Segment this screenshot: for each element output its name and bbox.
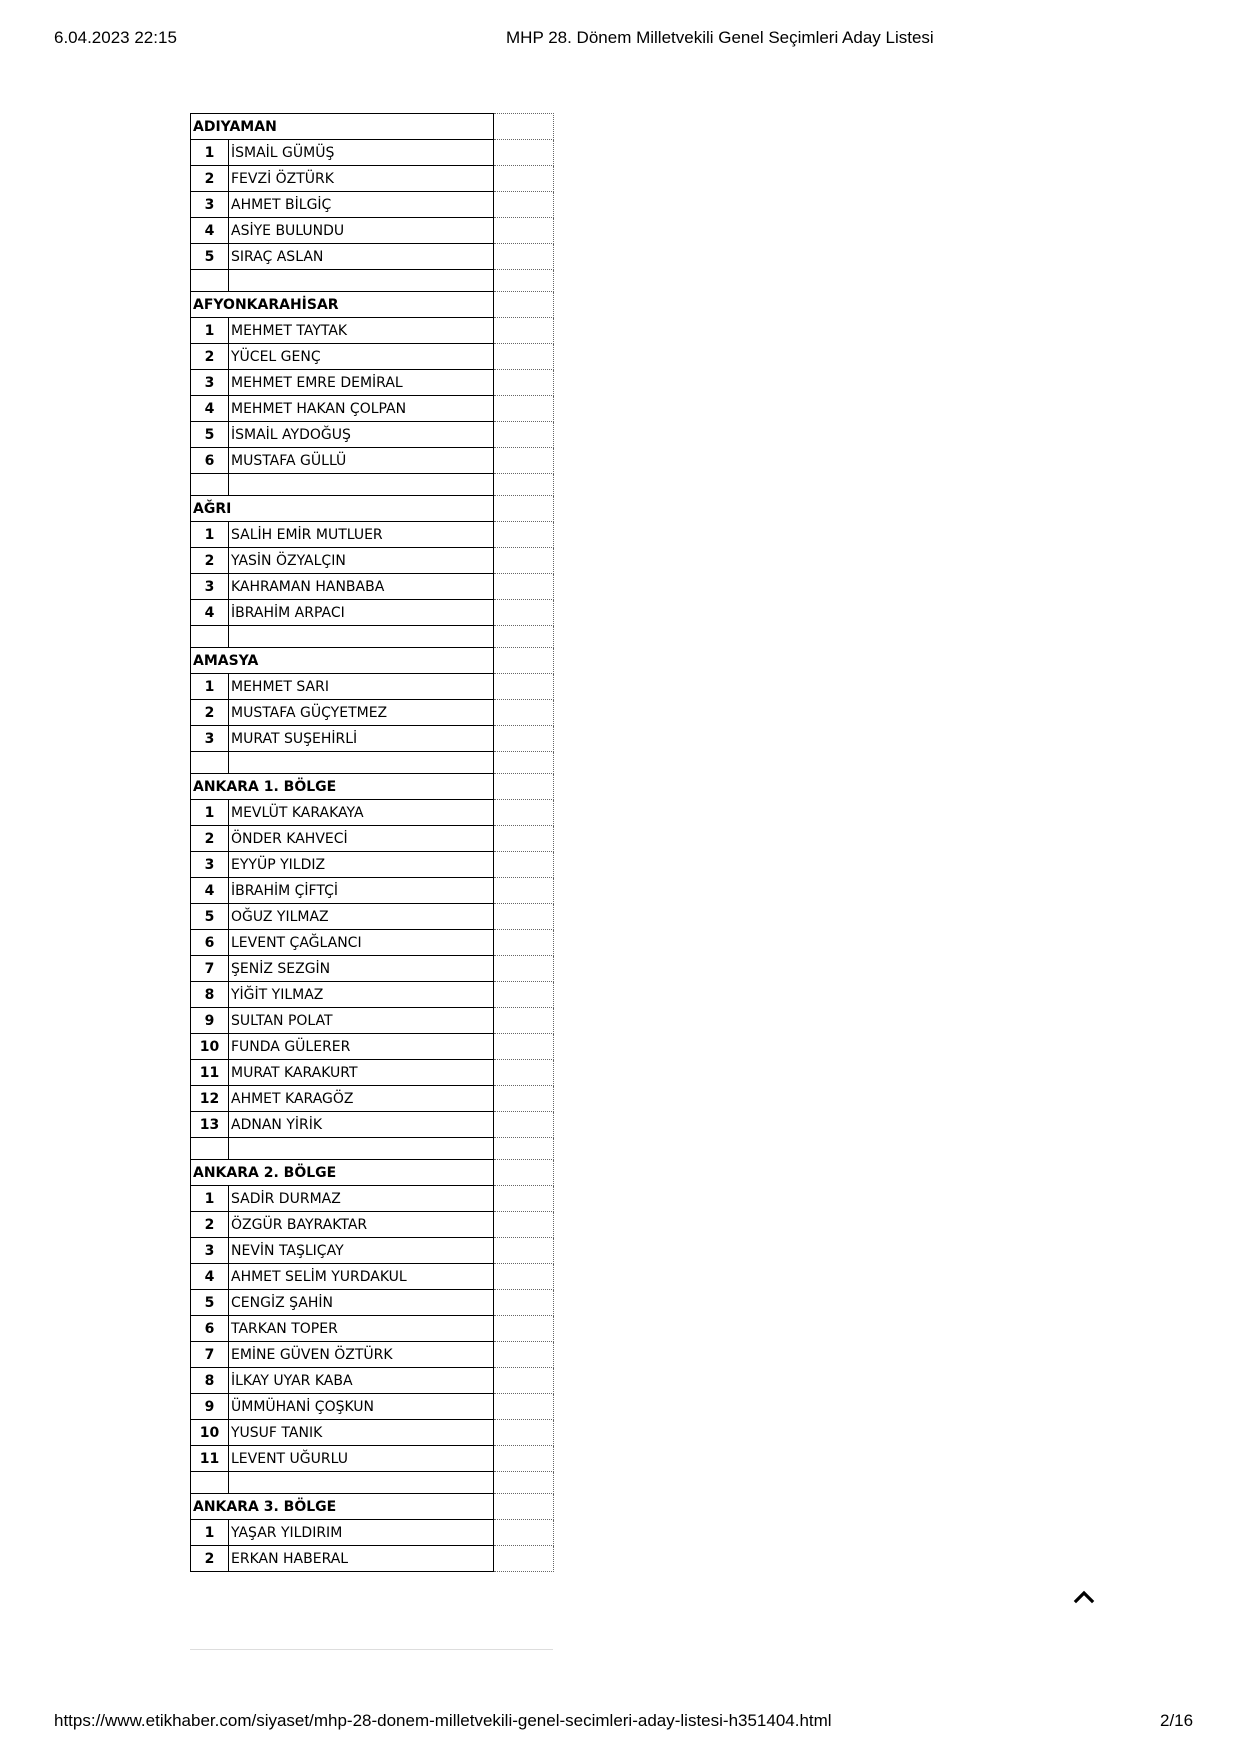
candidate-row: [191, 448, 554, 474]
page-number: 2/16: [1160, 1711, 1194, 1730]
empty-cell: [494, 344, 554, 370]
candidate-row: [191, 522, 554, 548]
candidate-name: YÜCEL GENÇ: [229, 344, 494, 370]
candidate-name: EMİNE GÜVEN ÖZTÜRK: [229, 1342, 494, 1368]
candidate-row: [191, 956, 554, 982]
empty-cell: [494, 1086, 554, 1112]
candidate-name: AHMET BİLGİÇ: [229, 192, 494, 218]
candidate-number: 2: [191, 1212, 229, 1238]
candidate-name: FUNDA GÜLERER: [229, 1034, 494, 1060]
candidate-name: ÜMMÜHANİ ÇOŞKUN: [229, 1394, 494, 1420]
candidate-row: [191, 1008, 554, 1034]
chevron-up-icon: [1072, 1585, 1096, 1609]
candidate-number: 3: [191, 370, 229, 396]
candidate-name: SULTAN POLAT: [229, 1008, 494, 1034]
candidate-number: 7: [191, 1342, 229, 1368]
candidate-name: İBRAHİM ARPACI: [229, 600, 494, 626]
candidate-row: [191, 1316, 554, 1342]
candidate-name: MEHMET EMRE DEMİRAL: [229, 370, 494, 396]
empty-cell: [191, 626, 229, 648]
candidate-number: 10: [191, 1420, 229, 1446]
empty-cell: [494, 1472, 554, 1494]
candidate-name: MURAT SUŞEHİRLİ: [229, 726, 494, 752]
province-name: ADIYAMAN: [191, 114, 494, 140]
candidate-number: 1: [191, 1520, 229, 1546]
candidate-row: [191, 1368, 554, 1394]
province-name: ANKARA 3. BÖLGE: [191, 1494, 494, 1520]
candidate-number: 6: [191, 930, 229, 956]
candidate-row: [191, 1264, 554, 1290]
candidate-name: YAŞAR YILDIRIM: [229, 1520, 494, 1546]
candidate-name: CENGİZ ŞAHİN: [229, 1290, 494, 1316]
candidate-row: [191, 1086, 554, 1112]
candidate-number: 12: [191, 1086, 229, 1112]
candidate-number: 2: [191, 344, 229, 370]
empty-cell: [494, 1060, 554, 1086]
empty-cell: [494, 448, 554, 474]
candidate-name: SALİH EMİR MUTLUER: [229, 522, 494, 548]
province-name: AFYONKARAHİSAR: [191, 292, 494, 318]
candidate-row: [191, 600, 554, 626]
empty-cell: [494, 1316, 554, 1342]
empty-cell: [494, 1446, 554, 1472]
empty-cell: [191, 270, 229, 292]
candidate-row: [191, 1238, 554, 1264]
empty-cell: [494, 1520, 554, 1546]
candidate-number: 3: [191, 726, 229, 752]
candidate-row: [191, 140, 554, 166]
province-name: AĞRI: [191, 496, 494, 522]
candidate-number: 3: [191, 852, 229, 878]
empty-cell: [494, 396, 554, 422]
empty-cell: [494, 600, 554, 626]
candidate-name: YASİN ÖZYALÇIN: [229, 548, 494, 574]
candidate-name: İBRAHİM ÇİFTÇİ: [229, 878, 494, 904]
candidate-number: 13: [191, 1112, 229, 1138]
candidate-number: 1: [191, 318, 229, 344]
candidate-number: 2: [191, 548, 229, 574]
empty-cell: [191, 1472, 229, 1494]
candidate-number: 1: [191, 522, 229, 548]
empty-cell: [229, 270, 494, 292]
candidate-row: [191, 370, 554, 396]
candidate-name: ÖNDER KAHVECİ: [229, 826, 494, 852]
candidate-row: [191, 548, 554, 574]
empty-cell: [494, 1212, 554, 1238]
candidate-number: 4: [191, 396, 229, 422]
candidate-name: YİĞİT YILMAZ: [229, 982, 494, 1008]
candidate-number: 10: [191, 1034, 229, 1060]
candidate-number: 1: [191, 140, 229, 166]
candidate-name: NEVİN TAŞLIÇAY: [229, 1238, 494, 1264]
empty-cell: [494, 370, 554, 396]
empty-cell: [229, 1472, 494, 1494]
candidate-number: 4: [191, 878, 229, 904]
empty-cell: [494, 114, 554, 140]
candidate-name: LEVENT UĞURLU: [229, 1446, 494, 1472]
candidate-name: ŞENİZ SEZGİN: [229, 956, 494, 982]
empty-cell: [494, 674, 554, 700]
spacer-row: [191, 626, 554, 648]
empty-cell: [191, 474, 229, 496]
candidate-name: ERKAN HABERAL: [229, 1546, 494, 1572]
candidate-table: [190, 113, 554, 1572]
empty-cell: [494, 1546, 554, 1572]
candidate-name: MUSTAFA GÜLLÜ: [229, 448, 494, 474]
candidate-name: MEVLÜT KARAKAYA: [229, 800, 494, 826]
candidate-name: ADNAN YİRİK: [229, 1112, 494, 1138]
empty-cell: [191, 1138, 229, 1160]
province-row: [191, 292, 554, 318]
empty-cell: [494, 270, 554, 292]
empty-cell: [494, 496, 554, 522]
candidate-number: 1: [191, 800, 229, 826]
candidate-row: [191, 826, 554, 852]
candidate-name: AHMET SELİM YURDAKUL: [229, 1264, 494, 1290]
empty-cell: [494, 1238, 554, 1264]
candidate-row: [191, 422, 554, 448]
candidate-row: [191, 218, 554, 244]
empty-cell: [494, 774, 554, 800]
candidate-number: 1: [191, 674, 229, 700]
candidate-number: 8: [191, 1368, 229, 1394]
candidate-name: AHMET KARAGÖZ: [229, 1086, 494, 1112]
candidate-number: 9: [191, 1008, 229, 1034]
candidate-number: 5: [191, 904, 229, 930]
candidate-number: 4: [191, 218, 229, 244]
empty-cell: [229, 474, 494, 496]
candidate-row: [191, 166, 554, 192]
candidate-number: 3: [191, 574, 229, 600]
empty-cell: [494, 1186, 554, 1212]
print-date: 6.04.2023 22:15: [54, 28, 177, 47]
spacer-row: [191, 1472, 554, 1494]
candidate-number: 9: [191, 1394, 229, 1420]
empty-cell: [494, 752, 554, 774]
candidate-number: 8: [191, 982, 229, 1008]
candidate-row: [191, 344, 554, 370]
candidate-row: [191, 700, 554, 726]
empty-cell: [494, 474, 554, 496]
candidate-number: 4: [191, 600, 229, 626]
empty-cell: [494, 1494, 554, 1520]
candidate-number: 3: [191, 192, 229, 218]
candidate-number: 11: [191, 1060, 229, 1086]
candidate-row: [191, 1394, 554, 1420]
province-row: [191, 774, 554, 800]
candidate-name: LEVENT ÇAĞLANCI: [229, 930, 494, 956]
empty-cell: [494, 192, 554, 218]
empty-cell: [229, 626, 494, 648]
candidate-number: 1: [191, 1186, 229, 1212]
candidate-row: [191, 396, 554, 422]
candidate-name: FEVZİ ÖZTÜRK: [229, 166, 494, 192]
empty-cell: [494, 800, 554, 826]
province-row: [191, 496, 554, 522]
candidate-number: 3: [191, 1238, 229, 1264]
candidate-row: [191, 1212, 554, 1238]
candidate-name: MEHMET HAKAN ÇOLPAN: [229, 396, 494, 422]
candidate-number: 5: [191, 244, 229, 270]
candidate-row: [191, 1112, 554, 1138]
candidate-name: YUSUF TANIK: [229, 1420, 494, 1446]
candidate-row: [191, 674, 554, 700]
candidate-number: 5: [191, 422, 229, 448]
candidate-name: ASİYE BULUNDU: [229, 218, 494, 244]
empty-cell: [191, 752, 229, 774]
candidate-row: [191, 192, 554, 218]
candidate-name: EYYÜP YILDIZ: [229, 852, 494, 878]
empty-cell: [494, 140, 554, 166]
empty-cell: [494, 726, 554, 752]
spacer-row: [191, 270, 554, 292]
candidate-name: OĞUZ YILMAZ: [229, 904, 494, 930]
empty-cell: [494, 1394, 554, 1420]
province-row: [191, 648, 554, 674]
candidate-number: 5: [191, 1290, 229, 1316]
candidate-row: [191, 574, 554, 600]
candidate-name: SIRAÇ ASLAN: [229, 244, 494, 270]
empty-cell: [494, 1112, 554, 1138]
page-url: https://www.etikhaber.com/siyaset/mhp-28-donem-milletvekili-genel-secimleri-aday-listesi-h351404.html: [54, 1711, 832, 1730]
candidate-name: İLKAY UYAR KABA: [229, 1368, 494, 1394]
empty-cell: [494, 244, 554, 270]
candidate-number: 7: [191, 956, 229, 982]
candidate-name: İSMAİL GÜMÜŞ: [229, 140, 494, 166]
candidate-row: [191, 318, 554, 344]
spacer-row: [191, 1138, 554, 1160]
spacer-row: [191, 474, 554, 496]
candidate-name: SADİR DURMAZ: [229, 1186, 494, 1212]
candidate-number: 2: [191, 1546, 229, 1572]
empty-cell: [494, 648, 554, 674]
candidate-name: TARKAN TOPER: [229, 1316, 494, 1342]
candidate-number: 4: [191, 1264, 229, 1290]
empty-cell: [494, 700, 554, 726]
candidate-number: 2: [191, 166, 229, 192]
candidate-row: [191, 1446, 554, 1472]
empty-cell: [494, 852, 554, 878]
empty-cell: [494, 626, 554, 648]
candidate-row: [191, 852, 554, 878]
candidate-name: MUSTAFA GÜÇYETMEZ: [229, 700, 494, 726]
candidate-row: [191, 726, 554, 752]
candidate-row: [191, 1186, 554, 1212]
province-row: [191, 1160, 554, 1186]
candidate-row: [191, 244, 554, 270]
empty-cell: [494, 1160, 554, 1186]
empty-cell: [494, 292, 554, 318]
empty-cell: [494, 1420, 554, 1446]
province-name: AMASYA: [191, 648, 494, 674]
empty-cell: [494, 1264, 554, 1290]
candidate-row: [191, 930, 554, 956]
empty-cell: [494, 826, 554, 852]
candidate-name: ÖZGÜR BAYRAKTAR: [229, 1212, 494, 1238]
candidate-number: 2: [191, 826, 229, 852]
candidate-row: [191, 1060, 554, 1086]
scroll-to-top-button[interactable]: [1072, 1585, 1096, 1609]
candidate-number: 2: [191, 700, 229, 726]
province-row: [191, 114, 554, 140]
empty-cell: [494, 422, 554, 448]
empty-cell: [494, 1138, 554, 1160]
candidate-number: 11: [191, 1446, 229, 1472]
candidate-row: [191, 1546, 554, 1572]
empty-cell: [494, 956, 554, 982]
empty-cell: [494, 1290, 554, 1316]
empty-cell: [229, 1138, 494, 1160]
empty-cell: [229, 752, 494, 774]
empty-cell: [494, 1342, 554, 1368]
candidate-row: [191, 1342, 554, 1368]
candidate-row: [191, 904, 554, 930]
province-row: [191, 1494, 554, 1520]
candidate-name: MEHMET TAYTAK: [229, 318, 494, 344]
empty-cell: [494, 1008, 554, 1034]
province-name: ANKARA 1. BÖLGE: [191, 774, 494, 800]
empty-cell: [494, 930, 554, 956]
candidate-row: [191, 878, 554, 904]
candidate-row: [191, 1420, 554, 1446]
spacer-row: [191, 752, 554, 774]
table-bottom-rule: [190, 1649, 553, 1650]
empty-cell: [494, 1034, 554, 1060]
empty-cell: [494, 548, 554, 574]
candidate-number: 6: [191, 448, 229, 474]
candidate-name: MEHMET SARI: [229, 674, 494, 700]
candidate-row: [191, 1290, 554, 1316]
candidate-name: İSMAİL AYDOĞUŞ: [229, 422, 494, 448]
candidate-name: KAHRAMAN HANBABA: [229, 574, 494, 600]
empty-cell: [494, 522, 554, 548]
empty-cell: [494, 574, 554, 600]
empty-cell: [494, 218, 554, 244]
candidate-row: [191, 1520, 554, 1546]
empty-cell: [494, 982, 554, 1008]
candidate-row: [191, 1034, 554, 1060]
candidate-row: [191, 982, 554, 1008]
candidate-row: [191, 800, 554, 826]
candidate-name: MURAT KARAKURT: [229, 1060, 494, 1086]
empty-cell: [494, 318, 554, 344]
empty-cell: [494, 166, 554, 192]
page-title: MHP 28. Dönem Milletvekili Genel Seçimleri Aday Listesi: [506, 28, 934, 47]
empty-cell: [494, 904, 554, 930]
empty-cell: [494, 1368, 554, 1394]
province-name: ANKARA 2. BÖLGE: [191, 1160, 494, 1186]
candidate-number: 6: [191, 1316, 229, 1342]
empty-cell: [494, 878, 554, 904]
